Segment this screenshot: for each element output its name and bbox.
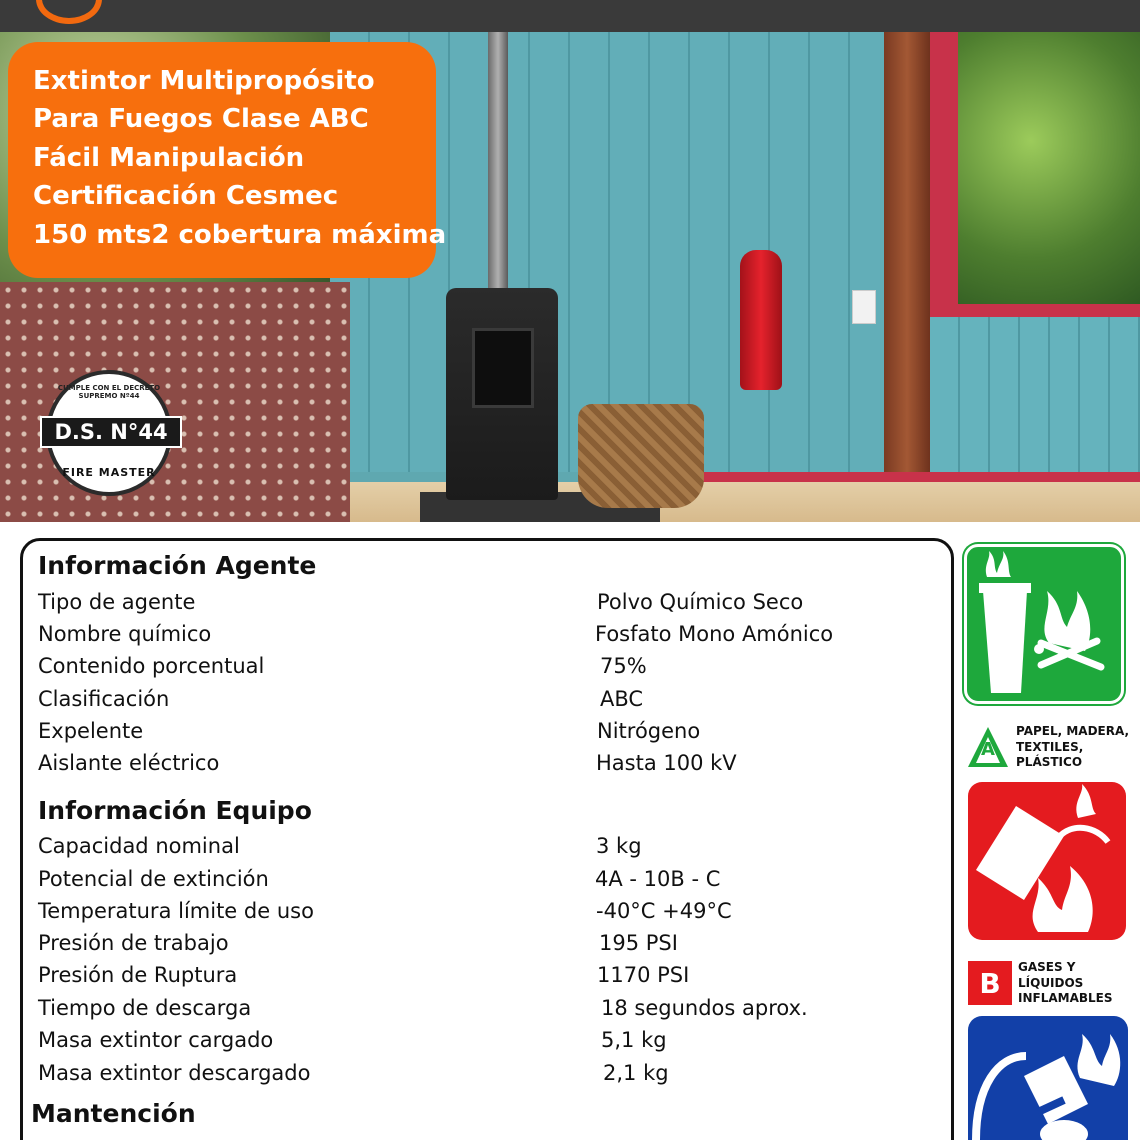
wooden-post	[884, 32, 930, 522]
class-b-line: INFLAMABLES	[1018, 991, 1113, 1005]
seal-top-text: CUMPLE CON EL DECRETO SUPREMO Nº44	[57, 384, 161, 400]
seal-band	[40, 416, 182, 448]
equipment-row-label: Presión de trabajo	[38, 931, 229, 955]
agent-row-label: Clasificación	[38, 687, 170, 711]
agent-row-label: Expelente	[38, 719, 144, 743]
class-b-letter: B	[968, 961, 1012, 1005]
equipment-row-label: Presión de Ruptura	[38, 963, 238, 987]
agent-row-value: 75%	[600, 654, 647, 678]
class-a-row	[966, 724, 1129, 771]
agent-row-value: Fosfato Mono Amónico	[595, 622, 834, 646]
class-a-line: PAPEL, MADERA,	[1016, 724, 1130, 738]
equipment-row-label: Masa extintor cargado	[38, 1028, 274, 1052]
class-a-line: PLÁSTICO	[1016, 755, 1083, 769]
equipment-row-label: Temperatura límite de uso	[38, 899, 314, 923]
equipment-info-title: Información Equipo	[38, 796, 312, 825]
class-a-triangle-icon	[966, 725, 1010, 769]
trash-fire-icon	[964, 544, 1124, 704]
stove-pipe	[488, 32, 508, 294]
equipment-row-value: 1170 PSI	[597, 963, 690, 987]
equipment-row-value: 4A - 10B - C	[595, 867, 721, 891]
class-b-row	[968, 960, 1113, 1007]
class-a-description	[1016, 724, 1129, 771]
agent-row-label: Aislante eléctrico	[38, 751, 220, 775]
table-cloth	[0, 282, 350, 522]
feature-line: 150 mts2 cobertura máxima	[33, 219, 447, 250]
agent-info-title: Información Agente	[38, 551, 317, 580]
turquoise-wall-right	[930, 312, 1140, 492]
agent-row-label: Contenido porcentual	[38, 654, 265, 678]
seal-band-text: D.S. N°44	[54, 420, 168, 444]
equipment-row-value: 195 PSI	[599, 931, 678, 955]
equipment-row-value: 18 segundos aprox.	[601, 996, 808, 1020]
equipment-row-value: 3 kg	[596, 834, 642, 858]
features-callout	[8, 42, 447, 278]
class-a-line: TEXTILES,	[1016, 739, 1084, 754]
agent-row-label: Nombre químico	[38, 622, 212, 646]
window-garden-view	[958, 32, 1140, 304]
maintenance-title: Mantención	[31, 1099, 196, 1128]
woven-basket	[578, 404, 704, 508]
liquid-fire-icon	[968, 782, 1126, 940]
agent-row-label: Tipo de agente	[38, 590, 196, 614]
equipment-row-label: Capacidad nominal	[38, 834, 240, 858]
brand-logo-ring	[36, 0, 102, 24]
agent-row-value: Nitrógeno	[597, 719, 701, 743]
agent-row-value: Hasta 100 kV	[596, 751, 737, 775]
top-banner	[0, 0, 1140, 32]
fire-extinguisher-image	[740, 250, 782, 390]
feature-line: Extintor Multipropósito	[33, 66, 375, 96]
equipment-row-value: -40°C +49°C	[596, 899, 732, 923]
stove-door	[472, 328, 534, 408]
equipment-row-value: 2,1 kg	[603, 1061, 669, 1085]
electric-plug-fire-icon	[968, 1016, 1128, 1140]
wall-switch	[852, 290, 876, 324]
feature-line: Para Fuegos Clase ABC	[33, 104, 369, 135]
equipment-row-label: Potencial de extinción	[38, 867, 269, 891]
feature-line: Certificación Cesmec	[33, 181, 339, 212]
class-b-line: GASES Y	[1018, 960, 1076, 974]
equipment-row-label: Masa extintor descargado	[38, 1061, 311, 1085]
agent-row-value: Polvo Químico Seco	[597, 590, 804, 614]
class-a-letter: A	[981, 739, 995, 761]
ds44-certification-seal	[46, 370, 172, 496]
seal-bottom-text: FIRE MASTER	[62, 466, 156, 479]
class-b-description	[1018, 960, 1113, 1007]
class-b-line: LÍQUIDOS	[1018, 975, 1084, 990]
equipment-row-label: Tiempo de descarga	[38, 996, 252, 1020]
equipment-row-value: 5,1 kg	[601, 1028, 667, 1052]
feature-line: Fácil Manipulación	[33, 142, 305, 173]
agent-row-value: ABC	[600, 687, 644, 711]
